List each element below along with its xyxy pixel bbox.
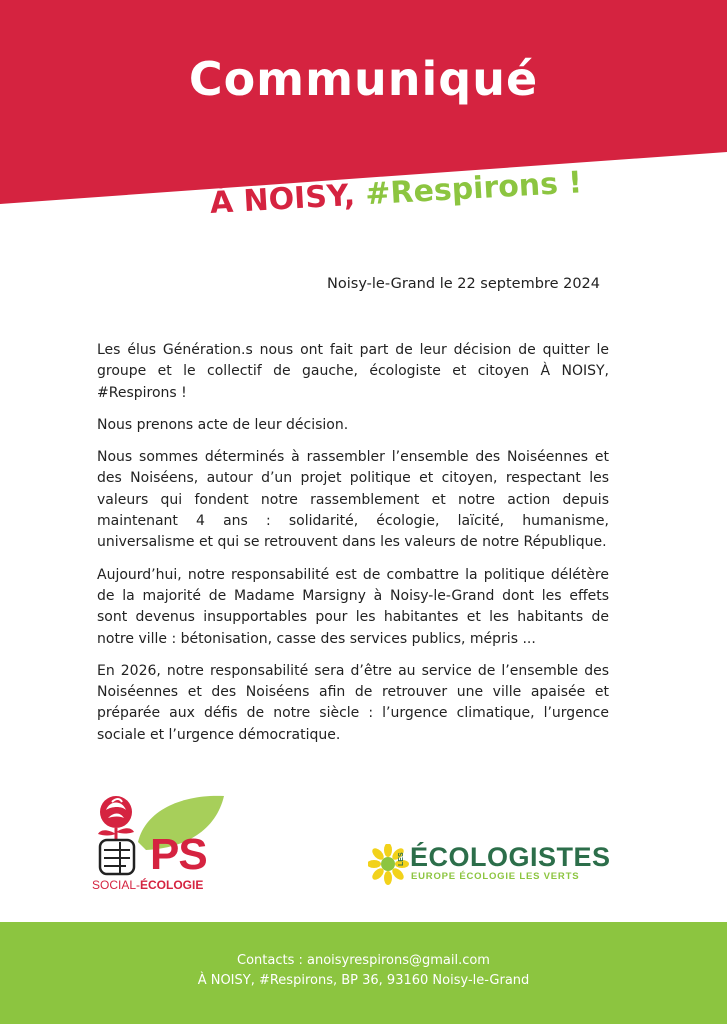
- ps-logo: [86, 790, 226, 900]
- paragraph: Nous sommes déterminés à rassembler l’ensemble des Noiséennes et des Noiséens, autour d’un projet politique et citoyen, respectant les valeurs qui fondent notre rassemblement et notre action depuis maintenant 4 ans : solidarité, écologie, laïcité, humanisme, universalisme et qui se retrouvent dans les valeurs de notre République.: [97, 449, 609, 551]
- contact-line: Contacts : anoisyrespirons@gmail.com: [237, 953, 490, 968]
- ecologistes-subtitle: EUROPE ÉCOLOGIE LES VERTS: [411, 871, 580, 882]
- communique-body: [97, 340, 609, 757]
- address-line: À NOISY, #Respirons, BP 36, 93160 Noisy-le-Grand: [197, 973, 530, 988]
- slogan-part-2: #Respirons !: [364, 165, 583, 213]
- ps-subtitle-part-2: ÉCOLOGIE: [140, 878, 204, 892]
- slogan-part-1: À NOISY,: [209, 177, 367, 221]
- ps-subtitle: [92, 878, 203, 892]
- ps-letters: PS: [150, 830, 207, 879]
- paragraph: Les élus Génération.s nous ont fait part de leur décision de quitter le groupe et le collectif de gauche, écologiste et citoyen À NOISY, #Respirons !: [97, 342, 609, 401]
- footer: [0, 922, 727, 1024]
- page-title: Communiqué: [188, 52, 539, 106]
- paragraph: Nous prenons acte de leur décision.: [97, 416, 349, 433]
- ecologistes-logo: [368, 840, 618, 890]
- sunflower-icon: [368, 844, 412, 888]
- paragraph: En 2026, notre responsabilité sera d’être au service de l’ensemble des Noiséennes et des Noiséens afin de retrouver une ville apaisée et préparée aux défis de notre siècle : l’urgence climatique, l’urgence sociale et l’urgence démocratique.: [97, 662, 609, 743]
- paragraph: Aujourd’hui, notre responsabilité est de combattre la politique délétère de la majorité de Madame Marsigny à Noisy-le-Grand dont les effets sont devenus insupportables pour les habitantes et les habitants de notre ville : bétonisation, casse des services publics, mépris ...: [97, 566, 609, 647]
- ecologistes-les: LES: [398, 852, 405, 866]
- date-line: Noisy-le-Grand le 22 septembre 2024: [327, 276, 600, 292]
- ps-subtitle-part-1: SOCIAL-: [92, 878, 141, 892]
- ecologistes-title: ÉCOLOGISTES: [410, 842, 611, 872]
